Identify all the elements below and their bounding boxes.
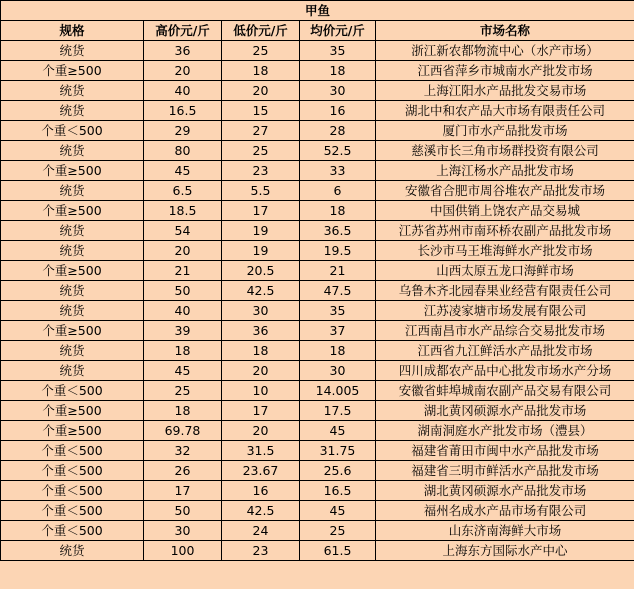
spec-cell: 统货 [1, 81, 144, 101]
spec-cell: 统货 [1, 181, 144, 201]
avg-price-cell: 16.5 [300, 481, 376, 501]
table-row [1, 461, 634, 481]
high-price-cell: 69.78 [144, 421, 222, 441]
market-name-cell: 江西省九江鲜活水产品批发市场 [376, 341, 634, 361]
high-price-cell: 29 [144, 121, 222, 141]
avg-price-cell: 16 [300, 101, 376, 121]
high-price-cell: 17 [144, 481, 222, 501]
market-name-cell: 四川成都农产品中心批发市场水产分场 [376, 361, 634, 381]
high-price-cell: 45 [144, 161, 222, 181]
table-row [1, 81, 634, 101]
high-price-cell: 32 [144, 441, 222, 461]
market-name-cell: 长沙市马王堆海鲜水产批发市场 [376, 241, 634, 261]
low-price-cell: 23.67 [222, 461, 300, 481]
market-name-cell: 江西省萍乡市城南水产批发市场 [376, 61, 634, 81]
market-name-cell: 厦门市水产品批发市场 [376, 121, 634, 141]
market-name-cell: 中国供销上饶农产品交易城 [376, 201, 634, 221]
avg-price-cell: 52.5 [300, 141, 376, 161]
market-name-cell: 安徽省蚌埠城南农副产品交易有限公司 [376, 381, 634, 401]
table-row [1, 521, 634, 541]
table-row [1, 361, 634, 381]
low-price-cell: 42.5 [222, 281, 300, 301]
market-name-cell: 湖南洞庭水产批发市场（澧县） [376, 421, 634, 441]
market-name-cell: 湖北黄冈硕源水产品批发市场 [376, 401, 634, 421]
market-name-cell: 上海东方国际水产中心 [376, 541, 634, 561]
high-price-cell: 40 [144, 301, 222, 321]
spec-cell: 统货 [1, 341, 144, 361]
header-spec: 规格 [1, 21, 144, 41]
spec-cell: 统货 [1, 141, 144, 161]
low-price-cell: 30 [222, 301, 300, 321]
avg-price-cell: 21 [300, 261, 376, 281]
table-row [1, 61, 634, 81]
table-body [1, 41, 634, 561]
spec-cell: 个重≥500 [1, 161, 144, 181]
low-price-cell: 19 [222, 241, 300, 261]
table-row [1, 321, 634, 341]
high-price-cell: 26 [144, 461, 222, 481]
market-name-cell: 安徽省合肥市周谷堆农产品批发市场 [376, 181, 634, 201]
table-row [1, 501, 634, 521]
low-price-cell: 18 [222, 341, 300, 361]
high-price-cell: 36 [144, 41, 222, 61]
low-price-cell: 19 [222, 221, 300, 241]
high-price-cell: 18 [144, 401, 222, 421]
low-price-cell: 20.5 [222, 261, 300, 281]
avg-price-cell: 37 [300, 321, 376, 341]
market-name-cell: 福建省莆田市闽中水产品批发市场 [376, 441, 634, 461]
market-name-cell: 江苏凌家塘市场发展有限公司 [376, 301, 634, 321]
table-row [1, 401, 634, 421]
title-row [1, 1, 634, 21]
low-price-cell: 25 [222, 41, 300, 61]
market-name-cell: 福建省三明市鲜活水产品批发市场 [376, 461, 634, 481]
table-row [1, 41, 634, 61]
spec-cell: 统货 [1, 281, 144, 301]
high-price-cell: 80 [144, 141, 222, 161]
avg-price-cell: 25 [300, 521, 376, 541]
high-price-cell: 50 [144, 281, 222, 301]
avg-price-cell: 35 [300, 301, 376, 321]
high-price-cell: 21 [144, 261, 222, 281]
market-name-cell: 江苏省苏州市南环桥农副产品批发市场 [376, 221, 634, 241]
table-row [1, 241, 634, 261]
low-price-cell: 18 [222, 61, 300, 81]
table-row [1, 181, 634, 201]
market-name-cell: 浙江新农都物流中心（水产市场） [376, 41, 634, 61]
avg-price-cell: 19.5 [300, 241, 376, 261]
low-price-cell: 5.5 [222, 181, 300, 201]
spec-cell: 个重＜500 [1, 501, 144, 521]
spec-cell: 个重≥500 [1, 321, 144, 341]
spec-cell: 个重＜500 [1, 441, 144, 461]
avg-price-cell: 18 [300, 61, 376, 81]
market-name-cell: 湖北中和农产品大市场有限责任公司 [376, 101, 634, 121]
market-name-cell: 慈溪市长三角市场群投资有限公司 [376, 141, 634, 161]
high-price-cell: 54 [144, 221, 222, 241]
avg-price-cell: 45 [300, 421, 376, 441]
spec-cell: 个重＜500 [1, 121, 144, 141]
low-price-cell: 10 [222, 381, 300, 401]
market-name-cell: 福州名成水产品市场有限公司 [376, 501, 634, 521]
header-market-name: 市场名称 [376, 21, 634, 41]
avg-price-cell: 33 [300, 161, 376, 181]
high-price-cell: 39 [144, 321, 222, 341]
spec-cell: 个重＜500 [1, 521, 144, 541]
table-row [1, 301, 634, 321]
high-price-cell: 18.5 [144, 201, 222, 221]
high-price-cell: 100 [144, 541, 222, 561]
avg-price-cell: 61.5 [300, 541, 376, 561]
high-price-cell: 45 [144, 361, 222, 381]
high-price-cell: 40 [144, 81, 222, 101]
market-name-cell: 上海江杨水产品批发市场 [376, 161, 634, 181]
avg-price-cell: 25.6 [300, 461, 376, 481]
avg-price-cell: 31.75 [300, 441, 376, 461]
table-row [1, 421, 634, 441]
spec-cell: 统货 [1, 361, 144, 381]
avg-price-cell: 18 [300, 341, 376, 361]
table-row [1, 141, 634, 161]
market-name-cell: 乌鲁木齐北园春果业经营有限责任公司 [376, 281, 634, 301]
low-price-cell: 25 [222, 141, 300, 161]
table-row [1, 101, 634, 121]
avg-price-cell: 18 [300, 201, 376, 221]
low-price-cell: 42.5 [222, 501, 300, 521]
market-name-cell: 山东济南海鲜大市场 [376, 521, 634, 541]
table-title: 甲鱼 [1, 1, 634, 21]
high-price-cell: 30 [144, 521, 222, 541]
avg-price-cell: 6 [300, 181, 376, 201]
avg-price-cell: 17.5 [300, 401, 376, 421]
spec-cell: 个重＜500 [1, 461, 144, 481]
header-avg-price: 均价元/斤 [300, 21, 376, 41]
spec-cell: 统货 [1, 41, 144, 61]
low-price-cell: 23 [222, 161, 300, 181]
high-price-cell: 50 [144, 501, 222, 521]
spec-cell: 统货 [1, 221, 144, 241]
high-price-cell: 20 [144, 241, 222, 261]
table-row [1, 201, 634, 221]
table-row [1, 281, 634, 301]
high-price-cell: 25 [144, 381, 222, 401]
low-price-cell: 27 [222, 121, 300, 141]
spec-cell: 个重≥500 [1, 61, 144, 81]
table-row [1, 121, 634, 141]
low-price-cell: 20 [222, 361, 300, 381]
market-name-cell: 江西南昌市水产品综合交易批发市场 [376, 321, 634, 341]
avg-price-cell: 36.5 [300, 221, 376, 241]
spec-cell: 统货 [1, 241, 144, 261]
market-name-cell: 湖北黄冈硕源水产品批发市场 [376, 481, 634, 501]
spec-cell: 统货 [1, 101, 144, 121]
avg-price-cell: 47.5 [300, 281, 376, 301]
spec-cell: 个重≥500 [1, 261, 144, 281]
spec-cell: 个重≥500 [1, 401, 144, 421]
table-row [1, 221, 634, 241]
high-price-cell: 16.5 [144, 101, 222, 121]
low-price-cell: 17 [222, 401, 300, 421]
low-price-cell: 16 [222, 481, 300, 501]
market-name-cell: 上海江阳水产品批发交易市场 [376, 81, 634, 101]
avg-price-cell: 30 [300, 361, 376, 381]
table-row [1, 541, 634, 561]
spec-cell: 统货 [1, 301, 144, 321]
low-price-cell: 31.5 [222, 441, 300, 461]
spec-cell: 统货 [1, 541, 144, 561]
table-row [1, 161, 634, 181]
table-row [1, 481, 634, 501]
low-price-cell: 17 [222, 201, 300, 221]
low-price-cell: 24 [222, 521, 300, 541]
avg-price-cell: 28 [300, 121, 376, 141]
low-price-cell: 20 [222, 81, 300, 101]
spec-cell: 个重＜500 [1, 481, 144, 501]
spec-cell: 个重≥500 [1, 201, 144, 221]
high-price-cell: 18 [144, 341, 222, 361]
high-price-cell: 6.5 [144, 181, 222, 201]
low-price-cell: 23 [222, 541, 300, 561]
table-row [1, 261, 634, 281]
header-row [1, 21, 634, 41]
avg-price-cell: 45 [300, 501, 376, 521]
header-high-price: 高价元/斤 [144, 21, 222, 41]
spec-cell: 个重＜500 [1, 381, 144, 401]
avg-price-cell: 35 [300, 41, 376, 61]
market-name-cell: 山西太原五龙口海鲜市场 [376, 261, 634, 281]
spec-cell: 个重≥500 [1, 421, 144, 441]
low-price-cell: 20 [222, 421, 300, 441]
table-row [1, 341, 634, 361]
avg-price-cell: 14.005 [300, 381, 376, 401]
header-low-price: 低价元/斤 [222, 21, 300, 41]
low-price-cell: 15 [222, 101, 300, 121]
table-row [1, 441, 634, 461]
avg-price-cell: 30 [300, 81, 376, 101]
low-price-cell: 36 [222, 321, 300, 341]
table-row [1, 381, 634, 401]
high-price-cell: 20 [144, 61, 222, 81]
